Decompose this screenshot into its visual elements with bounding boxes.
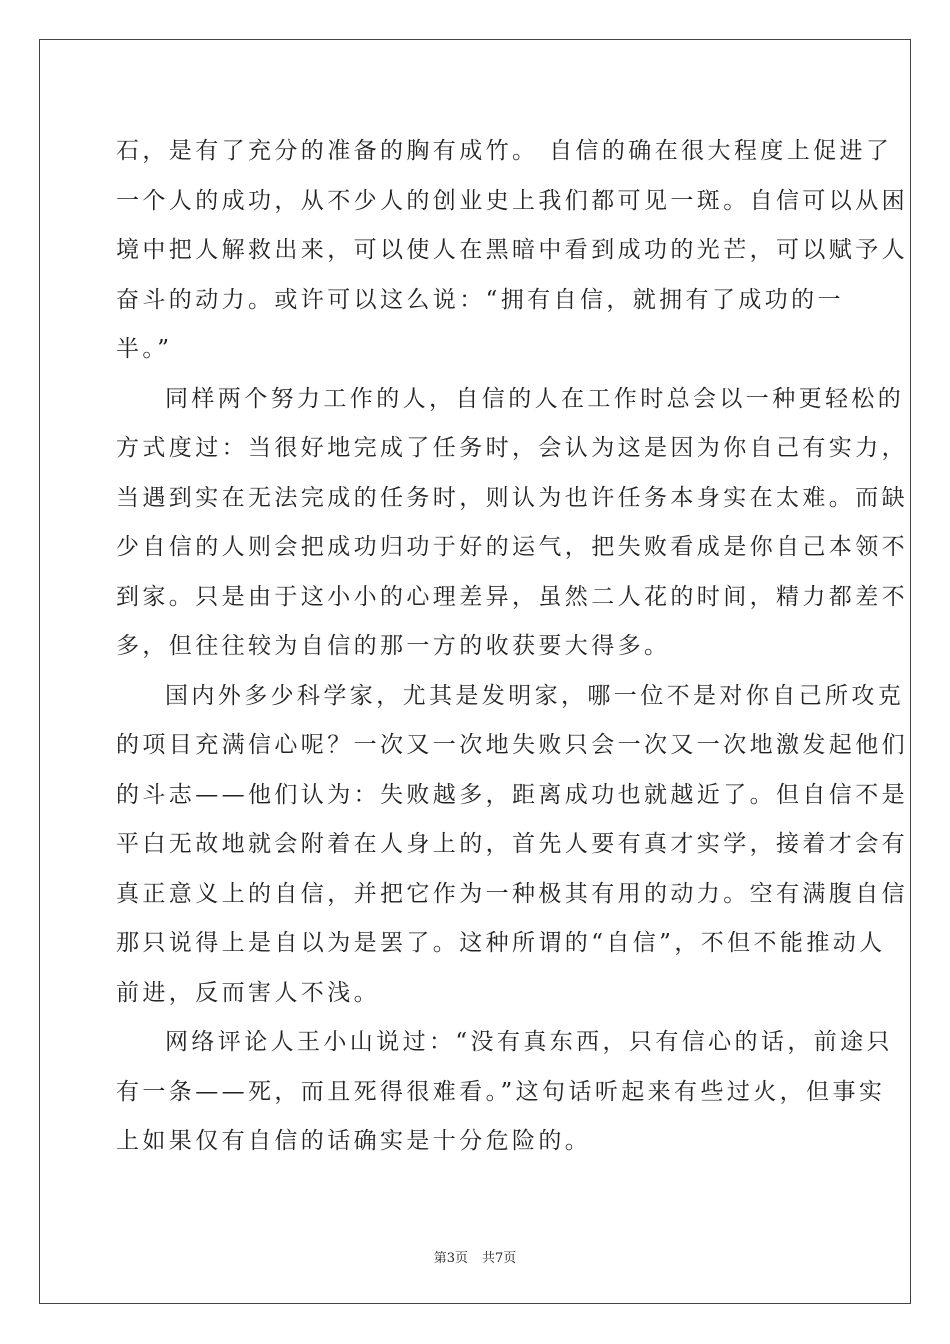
text-line: 上如果仅有自信的话确实是十分危险的。: [116, 1128, 592, 1154]
text-line: 方式度过：当很好地完成了任务时，会认为这是因为你自己有实力，: [116, 435, 908, 461]
text-line: 石，是有了充分的准备的胸有成竹。 自信的确在很大程度上促进了: [116, 138, 893, 164]
page-footer: [0, 1247, 950, 1266]
text-line: 到家。只是由于这小小的心理差异，虽然二人花的时间，精力都差不: [116, 583, 908, 610]
page-number: 第3页: [433, 1251, 468, 1266]
text-line: 真正意义上的自信，并把它作为一种极其有用的动力。空有满腹自信: [116, 880, 908, 907]
text-line: 平白无故地就会附着在人身上的，首先人要有真才实学，接着才会有: [116, 831, 908, 857]
text-line: 少自信的人则会把成功归功于好的运气，把失败看成是你自己本领不: [116, 534, 908, 560]
text-line: 多，但往往较为自信的那一方的收获要大得多。: [116, 633, 671, 659]
text-line: 当遇到实在无法完成的任务时，则认为也许任务本身实在太难。而缺: [116, 484, 908, 511]
paragraph: [116, 1018, 893, 1167]
text-line: 国内外多少科学家，尤其是发明家，哪一位不是对你自己所攻克: [165, 682, 905, 709]
text-line: 有一条——死，而且死得很难看。”这句话听起来有些过火，但事实: [116, 1078, 886, 1105]
text-line: 那只说得上是自以为是罢了。这种所谓的“自信”，不但不能推动人: [116, 930, 886, 956]
text-line: 半。”: [116, 336, 173, 362]
text-line: 境中把人解救出来，可以使人在黑暗中看到成功的光芒，可以赋予人: [116, 237, 908, 263]
text-line: 网络评论人王小山说过：“没有真东西，只有信心的话，前途只: [165, 1029, 893, 1055]
text-line: 的斗志——他们认为：失败越多，距离成功也就越近了。但自信不是: [116, 781, 908, 808]
page-total: 共7页: [482, 1251, 517, 1266]
text-line: 奋斗的动力。或许可以这么说：“拥有自信，就拥有了成功的一: [116, 286, 844, 313]
text-line: 前进，反而害人不浅。: [116, 979, 380, 1006]
paragraph: [116, 375, 908, 672]
paragraph: [116, 127, 908, 375]
text-line: 同样两个努力工作的人，自信的人在工作时总会以一种更轻松的: [165, 385, 905, 412]
text-line: 的项目充满信心呢？一次又一次地失败只会一次又一次地激发起他们: [116, 732, 908, 758]
document-body: [116, 127, 908, 1167]
text-line: 一个人的成功，从不少人的创业史上我们都可见一斑。自信可以从困: [116, 187, 908, 214]
paragraph: [116, 672, 908, 1019]
